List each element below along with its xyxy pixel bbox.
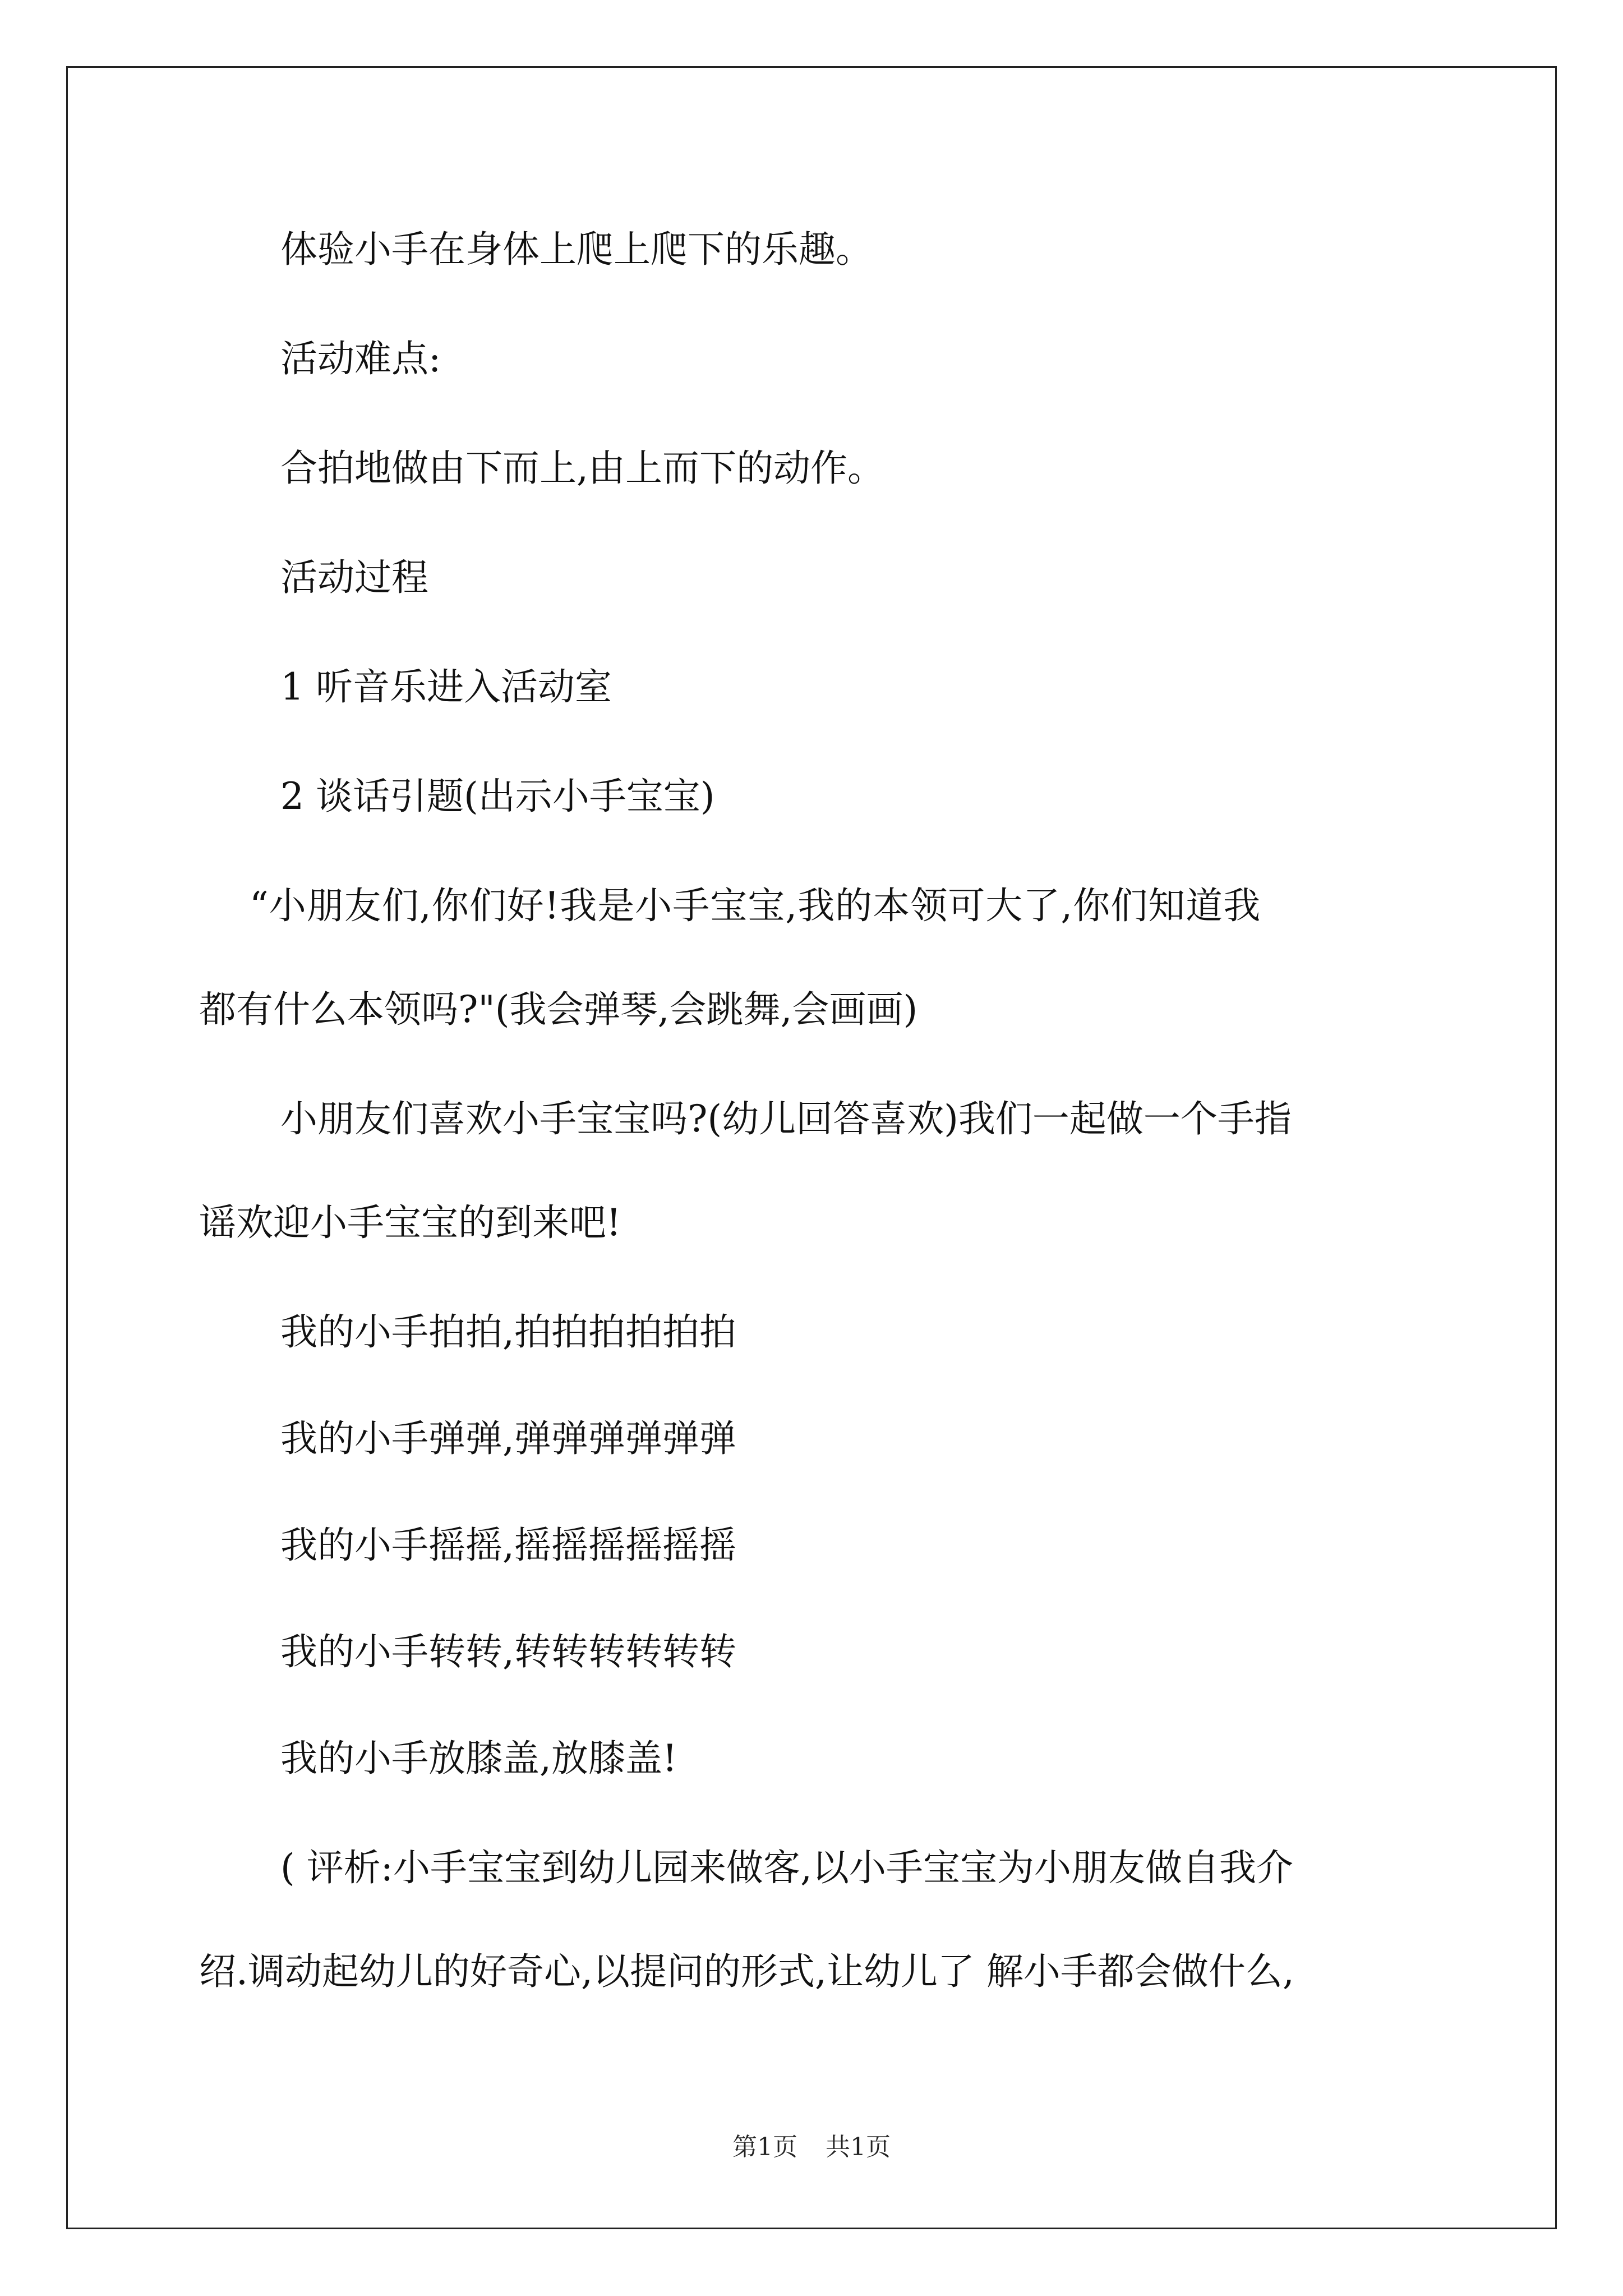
rhyme-line: 我的小手放膝盖,放膝盖! [280,1737,677,1780]
rhyme-line: 我的小手转转,转转转转转转 [280,1630,736,1673]
paragraph-line: “小朋友们,你们好!我是小手宝宝,我的本领可大了,你们知道我 [250,884,1261,927]
paragraph-line: 小朋友们喜欢小手宝宝吗?(幼儿回答喜欢)我们一起做一个手指 [280,1097,1292,1140]
section-heading: 活动过程 [280,556,428,599]
paragraph-line: 绍.调动起幼儿的好奇心,以提问的形式,让幼儿了 解小手都会做什么, [199,1950,1294,1993]
paragraph-line: 谣欢迎小手宝宝的到来吧! [199,1201,621,1244]
page-number-total: 共1页 [826,2133,891,2161]
paragraph-line: 1 听音乐进入活动室 [280,665,612,708]
paragraph-line: 合拍地做由下而上,由上而下的动作。 [280,447,884,490]
paragraph-line: 2 谈话引题(出示小手宝宝) [280,775,715,818]
paragraph-line: 都有什么本领吗?"(我会弹琴,会跳舞,会画画) [199,988,918,1031]
paragraph-line: 活动难点: [280,337,441,380]
page-number-current: 第1页 [732,2133,797,2161]
rhyme-line: 我的小手摇摇,摇摇摇摇摇摇 [280,1524,736,1567]
paragraph-line: 体验小手在身体上爬上爬下的乐趣。 [280,228,873,271]
paragraph-line: ( 评析:小手宝宝到幼儿园来做客,以小手宝宝为小朋友做自我介 [280,1846,1293,1889]
page-footer [0,2132,1623,2163]
rhyme-line: 我的小手拍拍,拍拍拍拍拍拍 [280,1310,736,1354]
page-border [66,66,1557,2229]
rhyme-line: 我的小手弹弹,弹弹弹弹弹弹 [280,1417,736,1460]
